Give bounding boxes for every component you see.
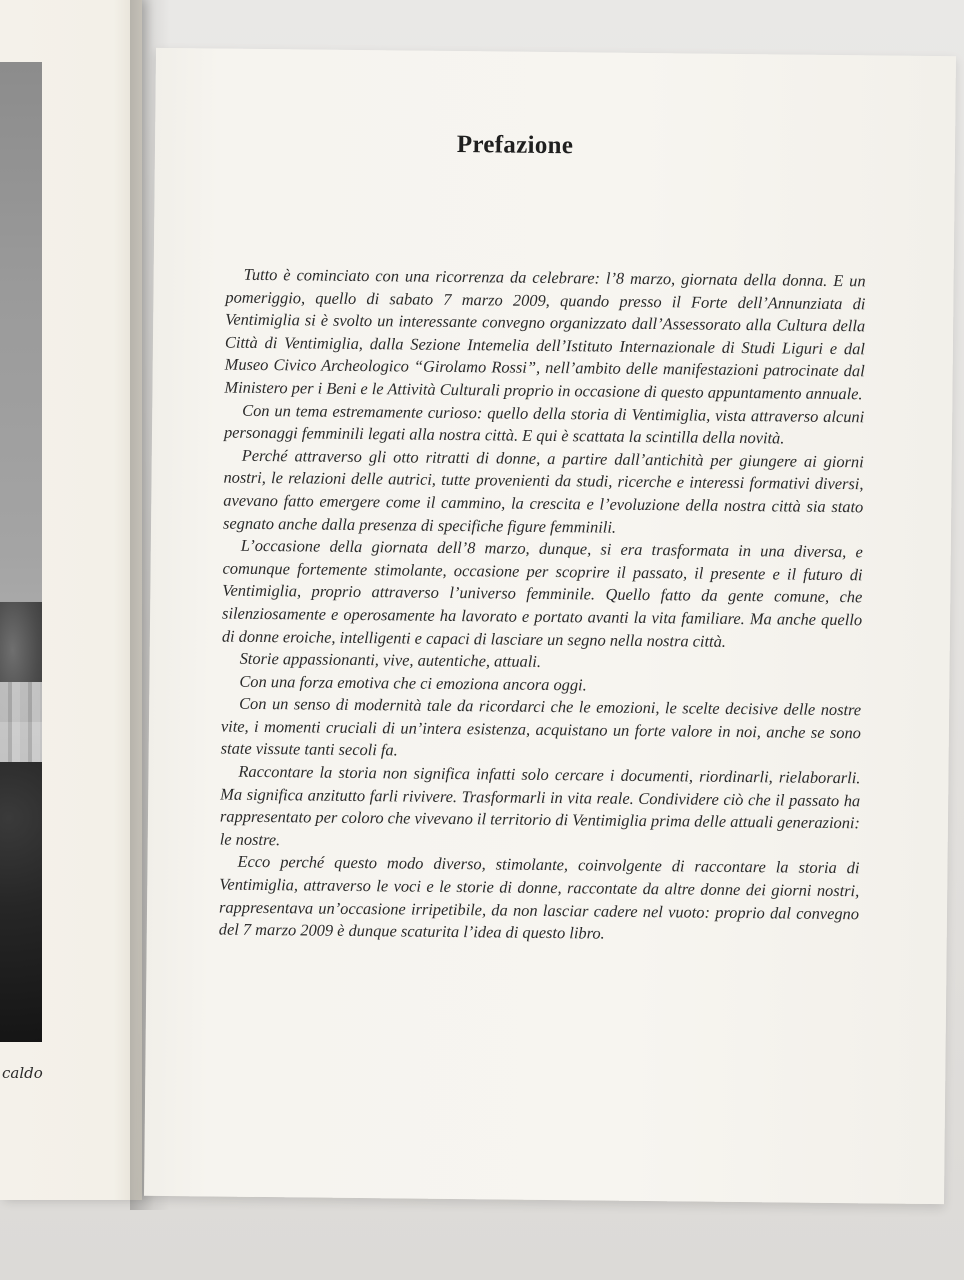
paragraph: Storie appassionanti, vive, autentiche, attuali. (239, 648, 542, 672)
paragraph: Raccontare la storia non significa infatti solo cercare i documenti, riordinarli, rielaborarli. Ma significa anzitutto farli rivivere. Trasformarli in vita reale. Condividere ciò che il passato ha rappresentato per coloro che vivevano il territorio di Ventimiglia prima delle attuali generazioni: le nostre. (219, 761, 861, 850)
paragraph: Con un tema estremamente curioso: quello della storia di Ventimiglia, vista attraverso alcuni personaggi femminili legati alla nostra città. E qui è scattata la scintilla della novità. (223, 400, 865, 448)
landscape-photo (0, 62, 42, 1042)
paragraph: L’occasione della giornata dell’8 marzo, dunque, si era trasformata in una diversa, e comunque fortemente stimolante, occasione per scoprire il passato, il presente e il futuro di Ventimiglia, proprio attraverso l’universo femminile. Quello fatto da gente comune, che silenziosamente e operosamente ha lavorato e portato avanti la vita familiare. Ma anche quello di donne eroiche, intelligenti e capaci di lasciare un segno nella nostra città. (221, 535, 863, 651)
right-page (144, 48, 956, 1204)
preface-body (219, 264, 866, 948)
paragraph: Perché attraverso gli otto ritratti di donne, a partire dall’antichità per giungere ai giorni nostri, le relazioni delle autrici, tutte provenienti da studi, ricerche e interessi formativi diversi, avevano fatto emergere come il cammino, la crescita e l’evoluzione della nostra città sia stato segnato anche dalla presenza di specifiche figure femminili. (222, 445, 864, 537)
left-page (0, 0, 142, 1200)
paragraph: Con un senso di modernità tale da ricordarci che le emozioni, le scelte decisive delle nostre vite, i momenti cruciali di un’intera esistenza, acquistano un forte valore in noi, anche se sono state vissute tanti secoli fa. (220, 694, 862, 760)
photo-caption: caldo (2, 1064, 43, 1082)
paragraph: Con una forza emotiva che ci emoziona ancora oggi. (239, 671, 587, 695)
paragraph: Tutto è cominciato con una ricorrenza da celebrare: l’8 marzo, giornata della donna. E un pomeriggio, quello di sabato 7 marzo 2009, quando presso il Forte dell’Annunziata di Ventimiglia si è svolto un interessante convegno organizzato dall’Assessorato alla Cultura della Città di Ventimiglia, dalla Sezione Intemelia dell’Istituto Internazionale di Studi Liguri e dal Museo Civico Archeologico “Girolamo Rossi”, nell’ambito delle manifestazioni patrocinate dal Ministero per i Beni e le Attività Culturali proprio in occasione di questo appuntamento annuale. (224, 264, 866, 404)
page-title: Prefazione (456, 130, 574, 160)
paragraph: Ecco perché questo modo diverso, stimolante, coinvolgente di raccontare la storia di Ventimiglia, attraverso le voci e le storie di donne, raccontate da altre donne dei giorni nostri, rappresentava un’occasione irripetibile, da non lasciar cadere nel vuoto: proprio dal convegno del 7 marzo 2009 è dunque scaturita l’idea di questo libro. (218, 852, 860, 943)
photo-trees (0, 762, 42, 1042)
